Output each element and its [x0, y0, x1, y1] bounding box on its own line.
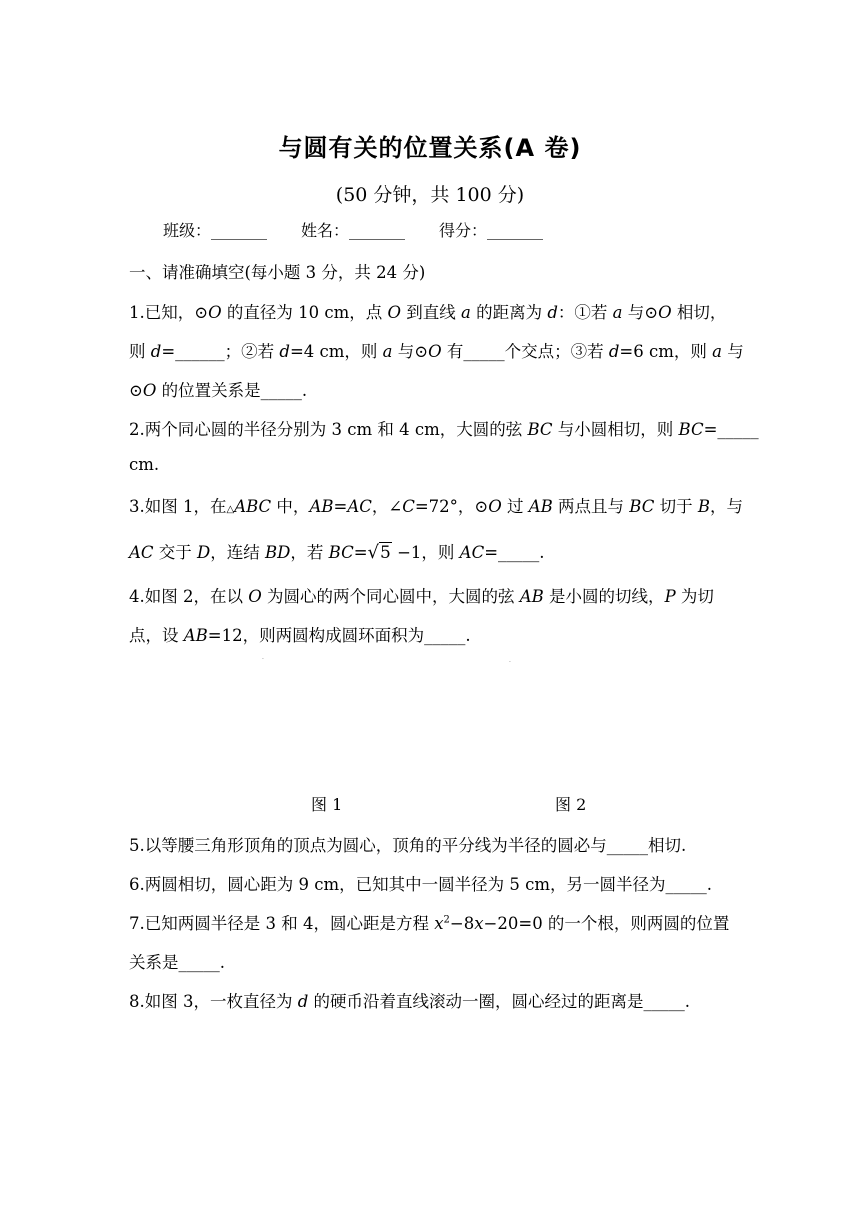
class-field: 班级：_______ [163, 221, 268, 240]
page-title: 与圆有关的位置关系(A 卷) [278, 134, 582, 162]
question-2-line-1: 2.两个同心圆的半径分别为 3 cm 和 4 cm，大圆的弦 BC 与小圆相切，则 BC=_____ [129, 420, 759, 439]
student-info-row [163, 218, 543, 241]
question-5: 5.以等腰三角形顶角的顶点为圆心，顶角的平分线为半径的圆必与_____相切. [129, 836, 687, 855]
figure-1-placeholder-mark: · [262, 656, 264, 663]
question-1-line-2: 则 d=______；②若 d=4 cm，则 a 与⊙O 有_____个交点；③若 d=6 cm，则 a 与 [129, 342, 744, 361]
score-field: 得分：_______ [439, 221, 544, 240]
figure-1-caption: 图 1 [311, 795, 343, 814]
question-4-line-1: 4.如图 2，在以 O 为圆心的两个同心圆中，大圆的弦 AB 是小圆的切线，P 为切 [129, 587, 714, 606]
page-subtitle: (50 分钟，共 100 分) [335, 184, 525, 206]
figure-2-caption: 图 2 [555, 795, 587, 814]
question-4-line-2: 点，设 AB=12，则两圆构成圆环面积为_____. [129, 626, 471, 645]
section-heading: 一、请准确填空(每小题 3 分，共 24 分) [129, 263, 426, 282]
figure-2-placeholder-mark: · [509, 659, 511, 666]
question-3-line-1: 3.如图 1，在△ABC 中，AB=AC，∠C=72°，⊙O 过 AB 两点且与 BC 切于 B，与 [129, 497, 743, 516]
question-1-line-1: 1.已知，⊙O 的直径为 10 cm，点 O 到直线 a 的距离为 d：①若 a 与⊙O 相切， [129, 303, 727, 322]
question-8: 8.如图 3，一枚直径为 d 的硬币沿着直线滚动一圈，圆心经过的距离是_____. [129, 992, 691, 1011]
question-1-line-3: ⊙O 的位置关系是_____. [129, 381, 308, 400]
question-6: 6.两圆相切，圆心距为 9 cm，已知其中一圆半径为 5 cm，另一圆半径为_____. [129, 875, 712, 894]
question-3-line-2: AC 交于 D，连结 BD，若 BC=√5 −1，则 AC=_____. [129, 542, 545, 563]
question-7-line-1: 7.已知两圆半径是 3 和 4，圆心距是方程 $x^2-8x-20=0$ 的一个根，则两圆的位置 [129, 914, 730, 933]
question-7-line-2: 关系是_____. [129, 953, 225, 972]
sqrt-symbol: √ [367, 542, 380, 563]
sqrt-radicand: 5 [380, 543, 391, 563]
question-2-line-2: cm. [129, 455, 160, 474]
name-field: 姓名：_______ [301, 221, 406, 240]
